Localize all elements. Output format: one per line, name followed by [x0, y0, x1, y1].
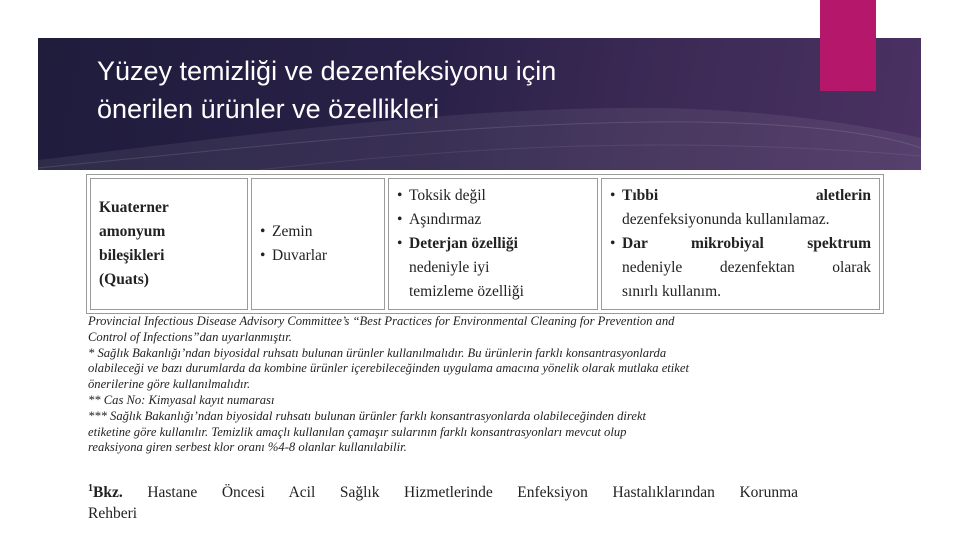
footnote-line: etiketine göre kullanılır. Temizlik amaçlı kullanılan çamaşır sularının farklı konsantrasyonları mevcut olup: [88, 424, 627, 439]
footnote-line: olabileceği ve bazı durumlarda da kombine ürünler içerebileceğinden uygulama amacına yönelik olarak mutlaka etiket: [88, 361, 689, 376]
footnote-line: önerilerine göre kullanılmalıdır.: [88, 377, 251, 392]
disadvantage-line: dezenfeksiyonunda kullanılamaz.: [622, 211, 830, 228]
table-footnotes: [88, 314, 848, 456]
footnote-line: Provincial Infectious Disease Advisory Committee’s “Best Practices for Environmental Cleaning for Prevention and: [88, 314, 675, 328]
footnote-line: * Sağlık Bakanlığı’ndan biyosidal ruhsatı bulunan ürünler kullanılmalıdır. Bu ürünlerin farklı konsantrasyonlarda: [88, 345, 667, 360]
product-name-cell: [90, 178, 248, 310]
reference-line: Rehberi: [88, 505, 138, 523]
footnote-line: Control of Infections”dan uyarlanmıştır.: [88, 329, 292, 344]
list-item: • Zemin: [260, 220, 376, 244]
reference-label: Bkz.: [93, 484, 123, 502]
surfaces-list: [260, 220, 376, 268]
table-row: [90, 178, 880, 310]
reference-line: [88, 478, 798, 503]
footnote-line: *** Sağlık Bakanlığı’ndan biyosidal ruhsatı bulunan ürünler farklı konsantrasyonlarda olabileceğinden direkt: [88, 408, 647, 423]
disadvantage-line: sınırlı kullanım.: [622, 283, 722, 300]
product-name-line: Kuaterner: [99, 199, 169, 216]
disadvantage-line: nedeniyle dezenfektan olarak: [622, 259, 871, 276]
disadvantage-line: • Dar mikrobiyal spektrum: [622, 235, 871, 252]
footnote-line: reaksiyona giren serbest klor oranı %4-8 olanlar kullanılabilir.: [88, 440, 407, 455]
reference-note: [88, 478, 798, 524]
reference-superscript: 1: [88, 483, 93, 494]
product-name-line: (Quats): [99, 271, 149, 288]
advantages-cell: [388, 178, 598, 310]
list-item: [397, 232, 589, 304]
reference-text: Hastane Öncesi Acil Sağlık Hizmetlerinde Enfeksiyon Hastalıklarından Korunma: [147, 484, 799, 502]
list-item: [610, 184, 871, 232]
footnote-line: ** Cas No: Kimyasal kayıt numarası: [88, 392, 275, 407]
list-item: • Duvarlar: [260, 244, 376, 268]
advantage-continuation: temizleme özelliği: [409, 283, 524, 300]
slide-title-line2: önerilen ürünler ve özellikleri: [97, 94, 440, 124]
disadvantages-cell: [601, 178, 880, 310]
list-item: [610, 232, 871, 304]
list-item: • Toksik değil: [397, 184, 589, 208]
product-name-line: amonyum: [99, 223, 166, 240]
advantages-list: [397, 184, 589, 304]
list-item: • Aşındırmaz: [397, 208, 589, 232]
product-name-line: bileşikleri: [99, 247, 165, 264]
products-table: [86, 174, 884, 314]
advantage-bold-label: Deterjan özelliği: [409, 235, 518, 252]
advantage-continuation: nedeniyle iyi: [409, 259, 490, 276]
slide-title: [97, 52, 817, 128]
slide-title-line1: Yüzey temizliği ve dezenfeksiyonu için: [97, 56, 557, 86]
disadvantages-list: [610, 184, 871, 304]
surfaces-cell: [251, 178, 385, 310]
accent-square: [820, 0, 876, 91]
disadvantage-line: • Tıbbi aletlerin: [622, 187, 871, 204]
